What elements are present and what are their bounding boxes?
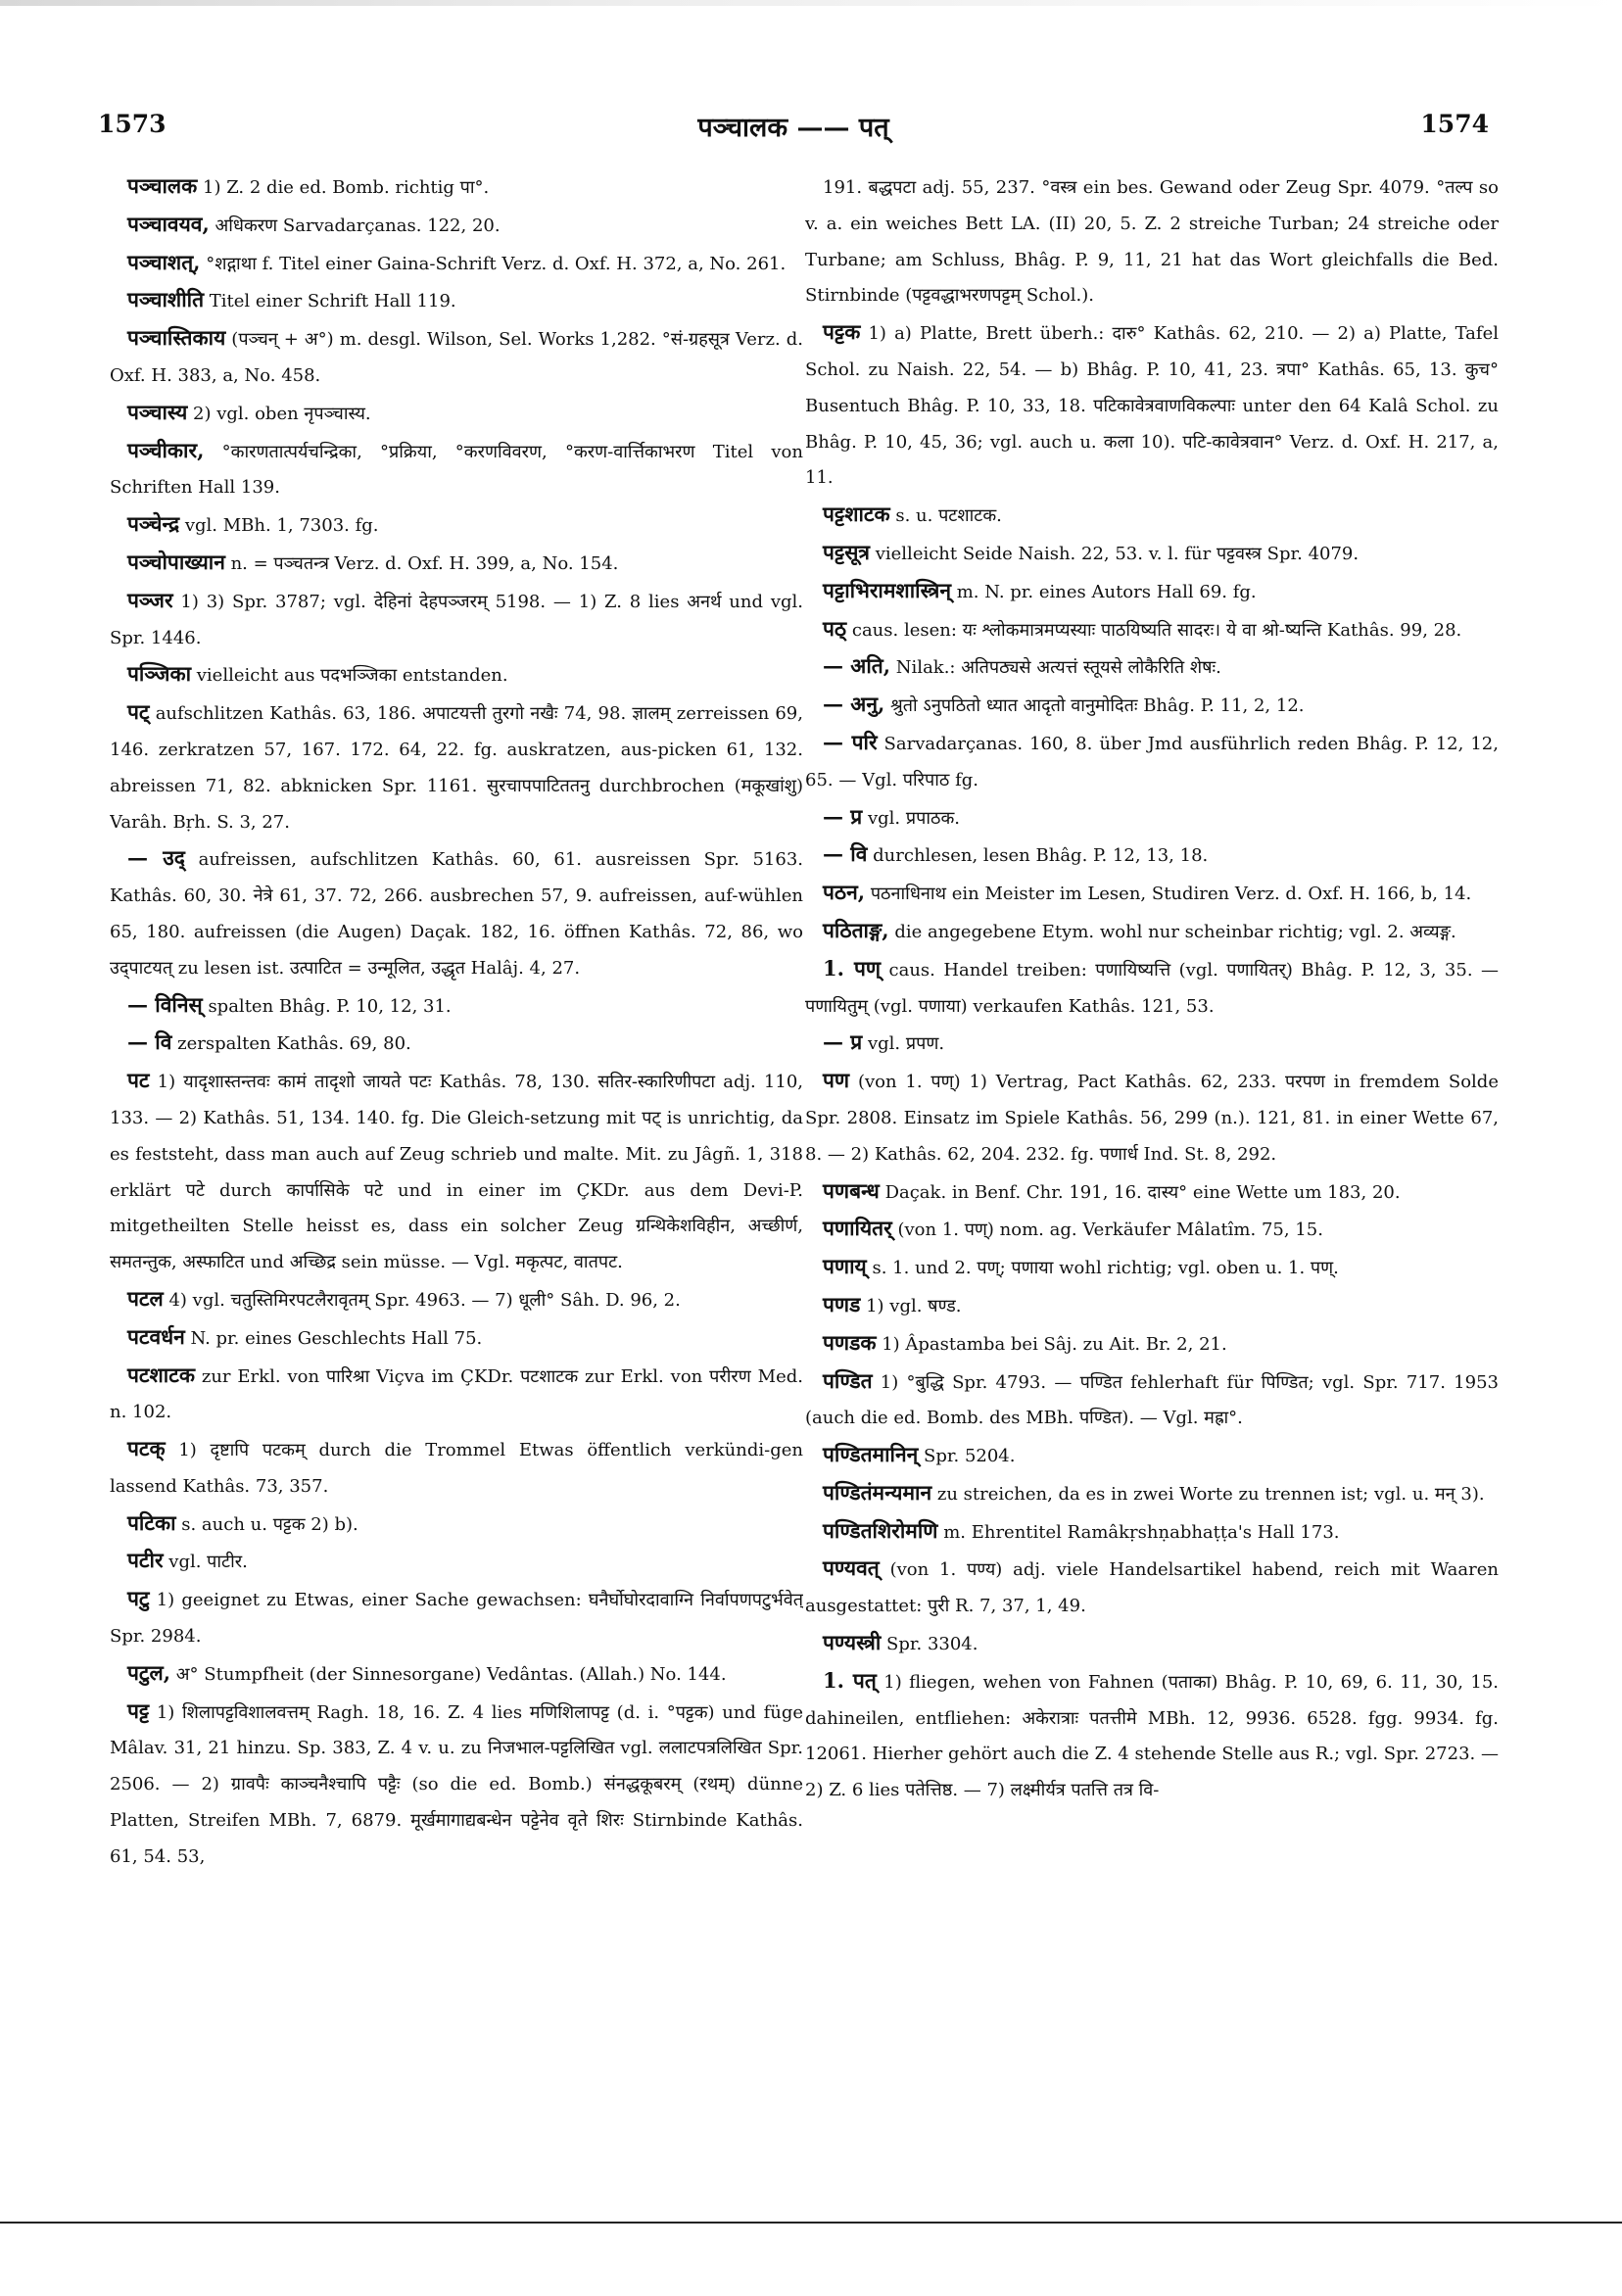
entry-text: vielleicht Seide Naish. 22, 53. v. l. für पट्टवस्त्र Spr. 4079. [870,543,1360,564]
entry-headword: पट्टक [823,319,861,345]
entry-text: vielleicht aus पदभञ्जिका entstanden. [191,665,508,687]
dictionary-entry [805,1437,1499,1475]
entry-headword: पञ्चावयव, [127,211,210,236]
entry-text: vgl. MBh. 1, 7303. fg. [179,515,379,537]
dictionary-entry [110,1063,803,1281]
entry-text: °शद्गाथा f. Titel einer Gaina-Schrift Verz. d. Oxf. H. 372, a, No. 261. [200,253,787,274]
entry-headword: पञ्चेन्द्र [127,511,180,537]
entry-headword: पणडक [823,1329,877,1355]
dictionary-entry [110,987,803,1026]
right-page-number: 1574 [1420,110,1489,138]
dictionary-entry [110,506,803,545]
dictionary-entry [805,1063,1499,1172]
dictionary-entry [110,1431,803,1506]
entry-text: 1) 3) Spr. 3787; vgl. देहिनां देहपञ्जरम् 5198. — 1) Z. 8 lies अनर्थ und vgl. Spr. 1446. [110,591,803,648]
entry-text: 1) यादृशास्तन्तवः कामं तादृशो जायते पटः Kathâs. 78, 130. सतिर-स्कारिणीपटा adj. 110, 133. — 2) Kathâs. 51, 134. 140. fg. Die Gleich-setzung mit पट् is unrichtig, da es feststeht, dass man auch auf Zeug schrieb und malte. Mit. zu Jâgñ. 1, 318 erklärt पटे durch कार्पासिके पटे und in einer im ÇKDr. aus dem Devi-P. mitgetheilten Stelle heisst es, dass ein solcher Zeug ग्रन्थिकेशविहीन, अच्छीर्ण, समतन्तुक, अस्फाटित und अच्छिद्र sein müsse. — Vgl. मकृत्पट, वातपट. [110,1072,803,1273]
dictionary-entry [805,725,1499,799]
dictionary-entry [805,1025,1499,1063]
dictionary-entry [805,168,1499,314]
dictionary-entry [805,535,1499,573]
entry-headword: पञ्चास्य [127,399,188,424]
entry-headword: पट् [127,699,150,725]
right-column [805,168,1499,2118]
dictionary-entry [805,837,1499,875]
entry-headword: पण्डित [823,1367,873,1393]
entry-headword: पटवर्धन [127,1323,185,1349]
entry-text: Nilak.: अतिपठ्यसे अत्यत्तं स्तूयसे लोकैरिति शेषः. [890,657,1221,679]
entry-text: 191. बद्धपटा adj. 55, 237. °वस्त्र ein bes. Gewand oder Zeug Spr. 4079. °तल्प so v. a. ein weiches Bett LA. (II) 20, 5. Z. 2 streiche Turban; 24 streiche oder Turbane; am Schluss, Bhâg. P. 9, 11, 21 hat das Wort gleichfalls die Bed. Stirnbinde (पट्टवद्धाभरणपट्टम् Schol.). [805,177,1499,307]
entry-text: 1) Z. 2 die ed. Bomb. richtig पा°. [197,177,490,198]
entry-headword: पटीर [127,1548,164,1573]
entry-headword: पटल [127,1285,164,1311]
entry-headword: पञ्जिका [127,661,192,687]
dictionary-entry [805,1551,1499,1625]
left-page-number: 1573 [98,110,167,138]
dictionary-entry [110,840,803,986]
dictionary-entry [110,1543,803,1581]
entry-headword: पञ्जर [127,587,173,612]
entry-text: Daçak. in Benf. Chr. 191, 16. दास्य° eine Wette um 183, 20. [879,1181,1401,1203]
dictionary-entry [805,497,1499,535]
entry-text: Spr. 5204. [918,1446,1016,1467]
dictionary-entry [805,1475,1499,1513]
entry-text: 1) fliegen, wehen von Fahnen (पताका) Bhâg. P. 10, 69, 6. 11, 30, 15. dahineilen, entfliehen: अकेरात्राः पतत्तीमे MBh. 12, 9936. 6528. fgg. 9934. fg. 12061. Hierher gehört auch die Z. 4 stehende Stelle aus R.; vgl. Spr. 2723. — 2) Z. 6 lies पतेत्तिष्ठ. — 7) लक्ष्मीर्यत्र पतत्ति तत्र वि- [805,1671,1499,1801]
entry-text: 4) vgl. चतुस्तिमिरपटलैरावृतम् Spr. 4963. — 7) धूली° Sâh. D. 96, 2. [163,1289,681,1311]
entry-text: vgl. प्रपाठक. [862,807,961,829]
entry-text: n. = पञ्चतन्त्र Verz. d. Oxf. H. 399, a, No. 154. [224,552,619,574]
entry-text: vgl. प्रपण. [862,1033,945,1055]
entry-text: (पञ्चन् + अ°) m. desgl. Wilson, Sel. Works 1,282. °सं-ग्रहसूत्र Verz. d. Oxf. H. 383, a, No. 458. [110,329,803,386]
entry-text: s. auch u. पट्टक 2) b). [175,1513,358,1535]
entry-text: zerspalten Kathâs. 69, 80. [171,1033,411,1055]
entry-headword: पण्यवत् [823,1555,880,1581]
entry-text: s. 1. und 2. पण्; पणाया wohl richtig; vgl. oben u. 1. पण्. [866,1258,1339,1279]
entry-text: s. u. पटशाटक. [889,505,1002,527]
dictionary-entry [110,395,803,433]
entry-headword: 1. पण् [823,955,882,981]
entry-headword: पणाय् [823,1254,867,1279]
dictionary-entry [805,913,1499,951]
entry-headword: — अनु, [823,692,885,717]
entry-text: Sarvadarçanas. 160, 8. über Jmd ausführlich reden Bhâg. P. 12, 12, 65. — Vgl. परिपाठ fg. [805,733,1499,790]
entry-text: 1) शिलापट्टविशालवत्तम् Ragh. 18, 16. Z. 4 lies मणिशिलापट्ट (d. i. °पट्टक) und füge Mâlav. 31, 21 hinzu. Sp. 383, Z. 4 v. u. zu निजभाल-पट्टलिखित vgl. ललाटपत्रलिखित Spr. 2506. — 2) ग्रावपैः काञ्चनैश्चापि पट्टैः (so die ed. Bomb.) संनद्धकूबरम् (रथम्) dünne Platten, Streifen MBh. 7, 6879. मूर्खमागाद्यबन्धेन पट्टेनेव वृते शिरः Stirnbinde Kathâs. 61, 54. 53, [110,1701,803,1867]
entry-headword: पञ्चाशीति [127,287,205,312]
entry-headword: — वि [127,1029,172,1055]
entry-headword: पटिका [127,1509,176,1535]
entry-headword: पट [127,1068,150,1093]
entry-headword: पण्डितमानिन् [823,1442,919,1467]
entry-text: aufschlitzen Kathâs. 63, 186. अपाटयत्ती तुरगो नखैः 74, 98. ज्ञालम् zerreissen 69, 146. zerkratzen 57, 167. 172. 64, 22. fg. auskratzen, aus-picken 61, 132. abreissen 71, 82. abknicken Spr. 1161. सुरचापपाटिततनु durchbrochen (मकूखांशु) Varâh. Bṛh. S. 3, 27. [110,703,803,833]
entry-headword: पट्टसूत्र [823,539,870,564]
entry-text: spalten Bhâg. P. 10, 12, 31. [202,995,452,1017]
dictionary-entry [805,951,1499,1026]
entry-headword: पटुल, [127,1659,171,1685]
left-column [110,168,803,2118]
entry-text: 1) Âpastamba bei Sâj. zu Ait. Br. 2, 21. [876,1333,1227,1355]
entry-headword: — उद् [127,845,185,871]
page-header [98,110,1489,149]
dictionary-entry [110,207,803,245]
dictionary-entry [805,1513,1499,1552]
entry-headword: पणायितर् [823,1216,892,1241]
entry-text: zu streichen, da es in zwei Worte zu trennen ist; vgl. u. मन् 3). [931,1483,1485,1505]
dictionary-entry [805,611,1499,649]
entry-text: m. N. pr. eines Autors Hall 69. fg. [951,581,1257,602]
entry-text: पठनाधिनाथ ein Meister im Lesen, Studiren Verz. d. Oxf. H. 166, b, 14. [865,884,1472,905]
dictionary-entry [805,875,1499,913]
entry-text: 2) vgl. oben नृपञ्चास्य. [187,403,371,424]
entry-text: 1) vgl. षण्ड. [860,1295,962,1316]
entry-headword: — अति, [823,653,891,679]
entry-text: durchlesen, lesen Bhâg. P. 12, 13, 18. [867,845,1209,867]
dictionary-entry [110,282,803,320]
entry-text: श्रुतो ऽनुपठितो ध्यात आदृतो वानुमोदितः Bhâg. P. 11, 2, 12. [884,695,1305,717]
entry-text: 1) a) Platte, Brett überh.: दारु° Kathâs. 62, 210. — 2) a) Platte, Tafel Schol. zu Naish. 22, 54. — b) Bhâg. P. 10, 41, 23. त्रपा° Kathâs. 65, 13. कुच° Busentuch Bhâg. P. 10, 33, 18. पटिकावेत्रवाणविकल्पाः unter den 64 Kalâ Schol. zu Bhâg. P. 10, 45, 36; vgl. auch u. कला 10). पटि-कावेत्रवान° Verz. d. Oxf. H. 217, a, 11. [805,323,1499,489]
entry-headword: पञ्चोपाख्यान [127,549,225,574]
entry-headword: — परि [823,729,878,754]
dictionary-entry [805,1211,1499,1249]
entry-headword: 1. पत् [823,1667,877,1693]
dictionary-entry [110,168,803,207]
entry-text: Spr. 3304. [881,1634,978,1655]
dictionary-entry [110,1319,803,1358]
entry-text: die angegebene Etym. wohl nur scheinbar richtig; vgl. 2. अव्यङ्ग. [888,921,1456,942]
dictionary-entry [805,687,1499,725]
dictionary-entry [805,1663,1499,1809]
dictionary-entry [805,1325,1499,1363]
entry-text: zur Erkl. von पारिश्रा Viçva im ÇKDr. पटशाटक zur Erkl. von परीरण Med. n. 102. [110,1365,803,1423]
entry-headword: पण्यस्त्री [823,1630,882,1655]
entry-headword: पठ् [823,615,847,641]
entry-headword: पट्टाभिरामशास्त्रिन् [823,577,951,602]
entry-text: 1) geeignet zu Etwas, einer Sache gewachsen: घनैर्घोघोरदावाग्नि निर्वापणपटुर्भवेत् Spr. 2984. [110,1590,803,1648]
entry-headword: पटशाटक [127,1362,195,1387]
dictionary-entry [110,1025,803,1063]
entry-text: vgl. पाटीर. [163,1552,248,1573]
entry-text: aufreissen, aufschlitzen Kathâs. 60, 61. ausreissen Spr. 5163. Kathâs. 60, 30. नेत्रे 61, 37. 72, 266. ausbrechen 57, 9. aufreissen, auf-wühlen 65, 180. aufreissen (die Augen) Daçak. 182, 16. öffnen Kathâs. 72, 86, wo उद्पाटयत् zu lesen ist. उत्पाटित = उन्मूलित, उद्धृत Halâj. 4, 27. [110,849,803,979]
dictionary-entry [110,1506,803,1544]
entry-headword: पञ्चाशत्, [127,249,201,274]
entry-headword: पण्डितशिरोमणि [823,1517,938,1543]
dictionary-entry [805,314,1499,497]
dictionary-entry [110,694,803,840]
entry-headword: पटक् [127,1436,166,1461]
entry-headword: पण [823,1068,850,1093]
entry-headword: पञ्चास्तिकाय [127,325,226,351]
dictionary-entry [805,1363,1499,1438]
dictionary-entry [110,1358,803,1432]
entry-headword: पट्ट [127,1698,150,1723]
entry-headword: — वि [823,841,868,867]
dictionary-entry [110,245,803,283]
entry-text: अ° Stumpfheit (der Sinnesorgane) Vedântas. (Allah.) No. 144. [170,1663,727,1685]
entry-headword: — प्र [823,1029,863,1055]
entry-text: 1) °बुद्धि Spr. 4793. — पण्डित fehlerhaft für पिण्डित; vgl. Spr. 717. 1953 (auch die ed. Bomb. des MBh. पण्डित). — Vgl. मह्रा°. [805,1371,1499,1429]
dictionary-entry [805,1249,1499,1287]
entry-headword: पटु [127,1586,150,1611]
bottom-rule [0,2222,1622,2224]
entry-text: caus. Handel treiben: पणायिष्यत्ति (vgl. पणायितर्) Bhâg. P. 12, 3, 35. — पणायितुम् (vgl. पणाया) verkaufen Kathâs. 121, 53. [805,959,1499,1017]
dictionary-entry [110,1655,803,1694]
dictionary-entry [110,320,803,395]
entry-headword: पणबन्ध [823,1177,880,1203]
entry-text: (von 1. पण्) nom. ag. Verkäufer Mâlatîm. 75, 15. [891,1220,1323,1241]
entry-text: caus. lesen: यः श्लोकमात्रमप्यस्याः पाठयिष्यति सादरः। ये वा श्रो-ष्यन्ति Kathâs. 99, 28. [846,619,1462,641]
dictionary-entry [110,1694,803,1876]
entry-headword: पठिताङ्ग, [823,917,889,942]
entry-headword: — विनिस् [127,991,203,1017]
dictionary-entry [805,1625,1499,1663]
dictionary-entry [110,433,803,507]
dictionary-entry [805,799,1499,837]
dictionary-entry [805,1173,1499,1212]
entry-text: Titel einer Schrift Hall 119. [204,291,456,312]
entry-headword: पट्टशाटक [823,502,890,527]
entry-text: (von 1. पण्य) adj. viele Handelsartikel habend, reich mit Waaren ausgestattet: पुरी R. 7, 37, 1, 49. [805,1559,1499,1617]
entry-headword: पणड [823,1291,861,1316]
entry-text: (von 1. पण्) 1) Vertrag, Pact Kathâs. 62, 233. परपण in fremdem Solde Spr. 2808. Einsatz im Spiele Kathâs. 56, 299 (n.). 121, 81. in einer Wette 67, 8. — 2) Kathâs. 62, 204. 232. fg. पणार्ध Ind. St. 8, 292. [805,1072,1499,1165]
entry-headword: — प्र [823,803,863,829]
entry-headword: पठन, [823,880,866,905]
entry-headword: पञ्चीकार, [127,437,205,462]
entry-headword: पञ्चालक [127,173,198,198]
entry-text: अधिकरण Sarvadarçanas. 122, 20. [209,215,501,236]
entry-text: m. Ehrentitel Ramâkṛshṇabhaṭṭa's Hall 173. [937,1521,1340,1543]
dictionary-entry [805,573,1499,611]
entry-text: N. pr. eines Geschlechts Hall 75. [184,1327,483,1349]
running-head: पञ्चालक —— पत् [697,113,889,143]
dictionary-entry [110,583,803,657]
entry-text: 1) दृष्टापि पटकम् durch die Trommel Etwas öffentlich verkündi-gen lassend Kathâs. 73, 357. [110,1440,803,1497]
dictionary-entry [110,1281,803,1319]
dictionary-entry [110,545,803,583]
scan-edge [0,0,1622,6]
dictionary-entry [110,1581,803,1655]
dictionary-entry [110,656,803,694]
dictionary-entry [805,1287,1499,1325]
dictionary-entry [805,648,1499,687]
entry-headword: पण्डितंमन्यमान [823,1479,932,1505]
entry-text: °कारणतात्पर्यचन्द्रिका, °प्रक्रिया, °करणविवरण, °करण-वार्त्तिकाभरण Titel von Schriften Hall 139. [110,441,803,499]
